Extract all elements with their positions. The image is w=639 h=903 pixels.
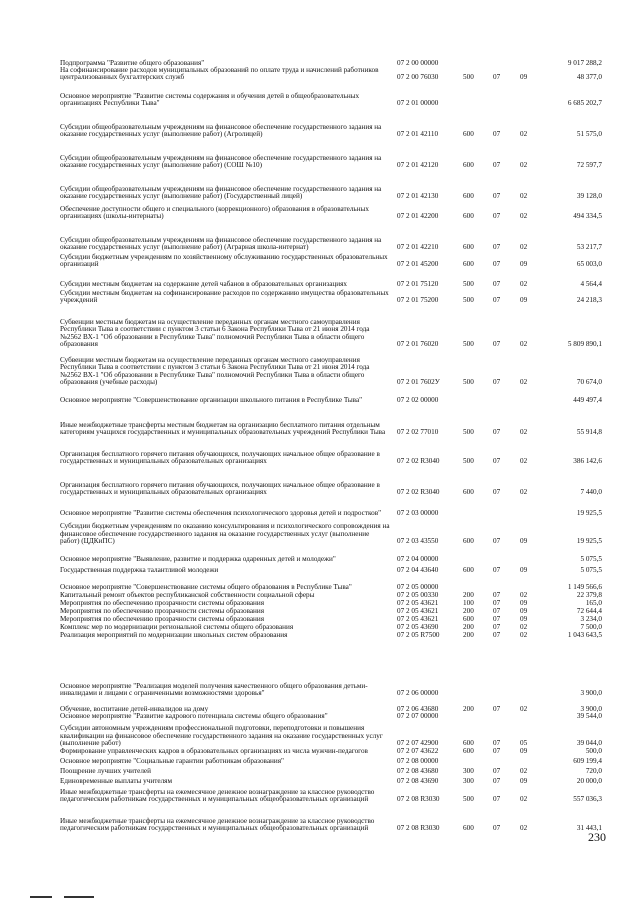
row-subsection: 02 bbox=[520, 161, 528, 170]
row-code: 07 2 01 42110 bbox=[397, 130, 439, 139]
row-amount: 5 809 890,1 bbox=[567, 340, 602, 349]
row-description: Иные межбюджетные трансферты на ежемесячное денежное вознаграждение за классное руководство педагогическим работникам государственных и муниципальных общеобразовательных организаций bbox=[60, 787, 375, 804]
row-subsection: 02 bbox=[520, 192, 528, 201]
row-amount: 4 564,4 bbox=[580, 280, 602, 289]
row-code: 07 2 05 43621 bbox=[397, 607, 439, 616]
row-code: 07 2 01 42210 bbox=[397, 243, 439, 252]
row-subsection: 02 bbox=[520, 705, 528, 714]
row-expense-type: 200 bbox=[463, 623, 474, 632]
row-subsection: 02 bbox=[520, 280, 528, 289]
row-expense-type: 600 bbox=[463, 537, 474, 546]
row-subsection: 02 bbox=[520, 824, 528, 833]
row-description: Формирование управленческих кадров в образовательных организациях из числа мужчин-педагогов bbox=[60, 747, 368, 756]
row-subsection: 02 bbox=[520, 795, 528, 804]
row-description: Основное мероприятие "Реализация моделей получения качественного общего образования детьми-инвалидами и лицами с ограниченными возможностями здоровья" bbox=[60, 681, 368, 698]
row-amount: 609 199,4 bbox=[573, 757, 602, 766]
row-subsection: 09 bbox=[520, 615, 528, 624]
row-amount: 500,0 bbox=[585, 747, 602, 756]
row-expense-type: 600 bbox=[463, 566, 474, 575]
row-description: Поощрение лучших учителей bbox=[60, 767, 151, 776]
row-code: 07 2 01 45200 bbox=[397, 260, 439, 269]
row-code: 07 2 08 R3030 bbox=[397, 824, 440, 833]
row-expense-type: 200 bbox=[463, 607, 474, 616]
row-amount: 449 497,4 bbox=[573, 396, 602, 405]
row-expense-type: 300 bbox=[463, 777, 474, 786]
row-code: 07 2 00 00000 bbox=[397, 59, 439, 68]
row-description: Субвенции местным бюджетам на осуществление переданных органам местного самоуправления Республики Тыва в соответствии с пунктом 3 статьи 6 Закона Республики Тыва от 21 июня 2014 года №2562 ВХ-1 "Об образовании в Республике Тыва" полномочий Республики Тыва в области общего образования bbox=[60, 317, 370, 349]
row-code: 07 2 01 75200 bbox=[397, 296, 439, 305]
row-amount: 557 036,3 bbox=[573, 795, 602, 804]
row-code: 07 2 05 00000 bbox=[397, 583, 439, 592]
row-subsection: 02 bbox=[520, 457, 528, 466]
row-section: 07 bbox=[493, 623, 501, 632]
row-expense-type: 500 bbox=[463, 296, 474, 305]
row-section: 07 bbox=[493, 161, 501, 170]
row-expense-type: 300 bbox=[463, 767, 474, 776]
row-expense-type: 600 bbox=[463, 747, 474, 756]
row-amount: 5 075,5 bbox=[580, 555, 602, 564]
row-section: 07 bbox=[493, 824, 501, 833]
row-subsection: 09 bbox=[520, 599, 528, 608]
row-amount: 6 685 202,7 bbox=[567, 99, 602, 108]
row-subsection: 09 bbox=[520, 260, 528, 269]
row-code: 07 2 03 43550 bbox=[397, 537, 439, 546]
row-code: 07 2 05 43621 bbox=[397, 615, 439, 624]
row-description: Основное мероприятие "Развитие кадрового потенциала системы общего образования" bbox=[60, 712, 328, 721]
row-description: Субсидии бюджетным учреждениям по оказанию консультирования и психологического сопровождения на финансовое обеспечение государственного задания на оказание государственных услуг (выполнение работ) (ЦДКиПС) bbox=[60, 522, 390, 546]
row-subsection: 09 bbox=[520, 296, 528, 305]
row-code: 07 2 02 77010 bbox=[397, 428, 439, 437]
row-amount: 72 597,7 bbox=[576, 161, 602, 170]
row-subsection: 02 bbox=[520, 212, 528, 221]
row-code: 07 2 00 76030 bbox=[397, 73, 439, 82]
row-description: Субсидии общеобразовательным учреждениям на финансовое обеспечение государственного задания на оказание государственных услуг (выполнение работ) (Государственный лицей) bbox=[60, 184, 382, 201]
row-description: Организация бесплатного горячего питания обучающихся, получающих начальное общее образование в государственных и муниципальных образовательных организациях bbox=[60, 480, 380, 497]
row-description: Субсидии автономным учреждениям профессиональной подготовки, переподготовки и повышения квалификации на финансовое обеспечение государственного задания на оказание государственных услуг (выполнение работ) bbox=[60, 724, 383, 748]
row-expense-type: 500 bbox=[463, 428, 474, 437]
row-amount: 1 149 566,6 bbox=[567, 583, 602, 592]
row-code: 07 2 08 43690 bbox=[397, 777, 439, 786]
row-description: Мероприятия по обеспечению прозрачности системы образования bbox=[60, 615, 265, 624]
row-description: Подпрограмма "Развитие общего образования" bbox=[60, 59, 205, 68]
row-expense-type: 600 bbox=[463, 130, 474, 139]
row-description: Основное мероприятие "Совершенствование системы общего образования в Республике Тыва" bbox=[60, 583, 352, 592]
row-amount: 165,0 bbox=[585, 599, 602, 608]
row-description: Субсидии местным бюджетам на содержание детей чабанов в образовательных организациях bbox=[60, 280, 347, 289]
row-code: 07 2 01 76020 bbox=[397, 340, 439, 349]
row-amount: 39 544,0 bbox=[576, 712, 602, 721]
row-amount: 3 234,0 bbox=[580, 615, 602, 624]
row-section: 07 bbox=[493, 537, 501, 546]
row-description: Организация бесплатного горячего питания обучающихся, получающих начальное общее образование в государственных и муниципальных образовательных организациях bbox=[60, 449, 380, 466]
row-subsection: 02 bbox=[520, 767, 528, 776]
row-amount: 65 003,0 bbox=[576, 260, 602, 269]
row-section: 07 bbox=[493, 739, 501, 748]
row-code: 07 2 05 43621 bbox=[397, 599, 439, 608]
row-code: 07 2 07 43622 bbox=[397, 747, 439, 756]
row-amount: 22 379,8 bbox=[576, 591, 602, 600]
row-amount: 20 000,0 bbox=[576, 777, 602, 786]
row-code: 07 2 07 42900 bbox=[397, 739, 439, 748]
row-code: 07 2 05 43690 bbox=[397, 623, 439, 632]
row-subsection: 02 bbox=[520, 243, 528, 252]
row-amount: 39 044,0 bbox=[576, 739, 602, 748]
row-amount: 5 075,5 bbox=[580, 566, 602, 575]
row-amount: 53 217,7 bbox=[576, 243, 602, 252]
row-section: 07 bbox=[493, 243, 501, 252]
row-code: 07 2 01 42200 bbox=[397, 212, 439, 221]
row-section: 07 bbox=[493, 488, 501, 497]
row-subsection: 02 bbox=[520, 488, 528, 497]
row-subsection: 09 bbox=[520, 73, 528, 82]
row-expense-type: 600 bbox=[463, 260, 474, 269]
row-description: Субсидии общеобразовательным учреждениям на финансовое обеспечение государственного задания на оказание государственных услуг (выполнение работ) (СОШ №10) bbox=[60, 153, 382, 170]
page-number: 230 bbox=[588, 830, 606, 844]
row-description: Основное мероприятие "Развитие системы обеспечения психологического здоровья детей и подростков" bbox=[60, 509, 382, 518]
row-expense-type: 500 bbox=[463, 795, 474, 804]
row-expense-type: 600 bbox=[463, 161, 474, 170]
row-code: 07 2 01 42120 bbox=[397, 161, 439, 170]
row-section: 07 bbox=[493, 631, 501, 640]
row-code: 07 2 03 00000 bbox=[397, 509, 439, 518]
row-code: 07 2 08 00000 bbox=[397, 757, 439, 766]
row-description: Субвенции местным бюджетам на осуществление переданных органам местного самоуправления Республики Тыва в соответствии с пунктом 3 статьи 6 Закона Республики Тыва от 21 июня 2014 года №2562 ВХ-1 "Об образовании в Республике Тыва" полномочий Республики Тыва в области общего образования (учебные расходы) bbox=[60, 355, 370, 387]
row-amount: 494 334,5 bbox=[573, 212, 602, 221]
row-expense-type: 500 bbox=[463, 280, 474, 289]
row-description: Обучение, воспитание детей-инвалидов на дому bbox=[60, 705, 209, 714]
row-description: Мероприятия по обеспечению прозрачности системы образования bbox=[60, 599, 265, 608]
row-section: 07 bbox=[493, 566, 501, 575]
row-amount: 51 575,0 bbox=[576, 130, 602, 139]
row-subsection: 09 bbox=[520, 607, 528, 616]
row-code: 07 2 08 R3030 bbox=[397, 795, 440, 804]
row-subsection: 02 bbox=[520, 130, 528, 139]
row-amount: 24 218,3 bbox=[576, 296, 602, 305]
row-expense-type: 500 bbox=[463, 378, 474, 387]
row-expense-type: 500 bbox=[463, 73, 474, 82]
row-section: 07 bbox=[493, 599, 501, 608]
row-section: 07 bbox=[493, 340, 501, 349]
row-code: 07 2 02 00000 bbox=[397, 396, 439, 405]
row-amount: 720,0 bbox=[585, 767, 602, 776]
row-section: 07 bbox=[493, 260, 501, 269]
row-section: 07 bbox=[493, 607, 501, 616]
row-section: 07 bbox=[493, 378, 501, 387]
row-code: 07 2 07 00000 bbox=[397, 712, 439, 721]
row-section: 07 bbox=[493, 428, 501, 437]
row-code: 07 2 01 7602У bbox=[397, 378, 440, 387]
row-section: 07 bbox=[493, 280, 501, 289]
row-code: 07 2 08 43680 bbox=[397, 767, 439, 776]
footer-rule bbox=[30, 896, 110, 898]
row-code: 07 2 02 R3040 bbox=[397, 457, 440, 466]
row-description: Иные межбюджетные трансферты на ежемесячное денежное вознаграждение за классное руководство педагогическим работникам государственных и муниципальных общеобразовательных организаций bbox=[60, 816, 375, 833]
row-section: 07 bbox=[493, 73, 501, 82]
row-description: Субсидии бюджетным учреждениям по хозяйственному обслуживанию государственных образовательных организаций bbox=[60, 252, 388, 269]
row-subsection: 09 bbox=[520, 777, 528, 786]
row-description: Субсидии общеобразовательным учреждениям на финансовое обеспечение государственного задания на оказание государственных услуг (выполнение работ) (Агролицей) bbox=[60, 122, 382, 139]
row-expense-type: 600 bbox=[463, 488, 474, 497]
row-subsection: 02 bbox=[520, 623, 528, 632]
row-section: 07 bbox=[493, 777, 501, 786]
row-amount: 1 043 643,5 bbox=[567, 631, 602, 640]
row-subsection: 02 bbox=[520, 591, 528, 600]
row-subsection: 02 bbox=[520, 378, 528, 387]
row-expense-type: 100 bbox=[463, 599, 474, 608]
row-section: 07 bbox=[493, 747, 501, 756]
row-amount: 72 644,4 bbox=[576, 607, 602, 616]
row-description: Основное мероприятие "Развитие системы содержания и обучения детей в общеобразовательных организациях Республики Тыва" bbox=[60, 91, 360, 108]
row-description: Комплекс мер по модернизации региональной системы общего образования bbox=[60, 623, 294, 632]
row-amount: 70 674,0 bbox=[576, 378, 602, 387]
row-amount: 19 925,5 bbox=[576, 509, 602, 518]
row-amount: 39 128,0 bbox=[576, 192, 602, 201]
row-code: 07 2 06 00000 bbox=[397, 689, 439, 698]
row-description: Основное мероприятие "Совершенствование организации школьного питания в Республике Тыва" bbox=[60, 396, 363, 405]
row-code: 07 2 01 42130 bbox=[397, 192, 439, 201]
row-amount: 19 925,5 bbox=[576, 537, 602, 546]
row-amount: 31 443,1 bbox=[576, 824, 602, 833]
row-expense-type: 200 bbox=[463, 631, 474, 640]
row-amount: 7 500,0 bbox=[580, 623, 602, 632]
row-subsection: 02 bbox=[520, 631, 528, 640]
row-subsection: 02 bbox=[520, 428, 528, 437]
row-expense-type: 600 bbox=[463, 192, 474, 201]
row-expense-type: 600 bbox=[463, 243, 474, 252]
row-code: 07 2 02 R3040 bbox=[397, 488, 440, 497]
row-section: 07 bbox=[493, 795, 501, 804]
row-amount: 3 900,0 bbox=[580, 689, 602, 698]
row-section: 07 bbox=[493, 212, 501, 221]
row-description: Основное мероприятие "Социальные гарантии работникам образования" bbox=[60, 757, 284, 766]
row-expense-type: 500 bbox=[463, 340, 474, 349]
row-code: 07 2 06 43680 bbox=[397, 705, 439, 714]
row-section: 07 bbox=[493, 615, 501, 624]
row-section: 07 bbox=[493, 130, 501, 139]
row-expense-type: 600 bbox=[463, 615, 474, 624]
row-description: Капитальный ремонт объектов республиканской собственности социальной сферы bbox=[60, 591, 315, 600]
row-description: На софинансирование расходов муниципальных образований по оплате труда и начислений работников централизованных бухгалтерских служб bbox=[60, 65, 379, 82]
row-amount: 386 142,6 bbox=[573, 457, 602, 466]
row-description: Основное мероприятие "Выявление, развитие и поддержка одаренных детей и молодежи" bbox=[60, 555, 336, 564]
row-subsection: 09 bbox=[520, 747, 528, 756]
row-section: 07 bbox=[493, 296, 501, 305]
row-code: 07 2 01 00000 bbox=[397, 99, 439, 108]
row-section: 07 bbox=[493, 591, 501, 600]
row-subsection: 05 bbox=[520, 739, 528, 748]
row-description: Мероприятия по обеспечению прозрачности системы образования bbox=[60, 607, 265, 616]
row-section: 07 bbox=[493, 767, 501, 776]
row-expense-type: 600 bbox=[463, 212, 474, 221]
row-description: Государственная поддержка талантливой молодежи bbox=[60, 566, 219, 575]
row-expense-type: 200 bbox=[463, 705, 474, 714]
row-code: 07 2 04 43640 bbox=[397, 566, 439, 575]
row-subsection: 09 bbox=[520, 537, 528, 546]
row-code: 07 2 04 00000 bbox=[397, 555, 439, 564]
row-description: Субсидии общеобразовательным учреждениям на финансовое обеспечение государственного задания на оказание государственных услуг (выполнение работ) (Аграрная школа-интернат) bbox=[60, 235, 382, 252]
row-code: 07 2 05 R7500 bbox=[397, 631, 440, 640]
row-expense-type: 600 bbox=[463, 824, 474, 833]
row-description: Иные межбюджетные трансферты местным бюджетам на организацию бесплатного питания отдельным категориям учащихся государственных и муниципальных образовательных учреждений Республики Тыва bbox=[60, 420, 386, 437]
row-description: Реализация мероприятий по модернизации школьных систем образования bbox=[60, 631, 288, 640]
row-description: Субсидии местным бюджетам на софинансирование расходов по содержанию имущества образовательных учреждений bbox=[60, 288, 389, 305]
row-section: 07 bbox=[493, 705, 501, 714]
row-amount: 48 377,0 bbox=[576, 73, 602, 82]
row-section: 07 bbox=[493, 457, 501, 466]
row-subsection: 09 bbox=[520, 566, 528, 575]
row-expense-type: 200 bbox=[463, 591, 474, 600]
row-subsection: 02 bbox=[520, 340, 528, 349]
row-description: Обеспечение доступности общего и специального (коррекционного) образования в образовательных организациях (школы-интернаты) bbox=[60, 204, 369, 221]
row-amount: 55 914,8 bbox=[576, 428, 602, 437]
row-amount: 7 440,0 bbox=[580, 488, 602, 497]
row-description: Единовременные выплаты учителям bbox=[60, 777, 173, 786]
row-expense-type: 600 bbox=[463, 739, 474, 748]
row-code: 07 2 01 75120 bbox=[397, 280, 439, 289]
row-code: 07 2 05 00330 bbox=[397, 591, 439, 600]
row-expense-type: 500 bbox=[463, 457, 474, 466]
row-section: 07 bbox=[493, 192, 501, 201]
row-amount: 3 900,0 bbox=[580, 705, 602, 714]
row-amount: 9 017 288,2 bbox=[567, 59, 602, 68]
